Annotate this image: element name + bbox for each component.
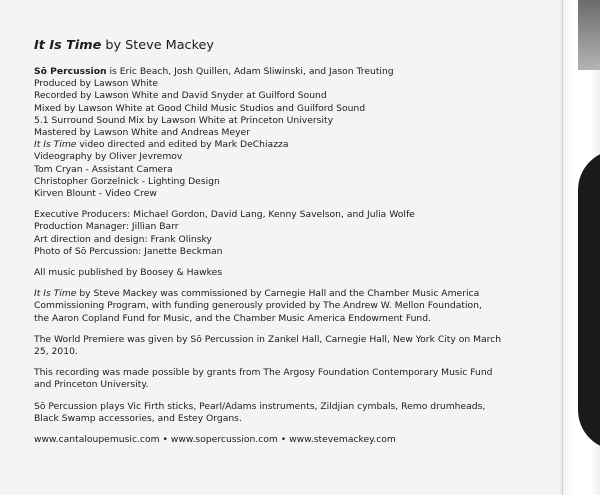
credit-line: Mixed by Lawson White at Good Child Music Studios and Guilford Sound (34, 102, 366, 114)
ensemble-line (34, 66, 554, 78)
video-credit-line (34, 139, 554, 151)
page-fold-line (562, 0, 563, 495)
credit-line: Christopher Gorzelnick - Lighting Design (34, 175, 220, 187)
credit-line: Recorded by Lawson White and David Snyder at Guilford Sound (34, 90, 327, 102)
credit-line: Mastered by Lawson White and Andreas Meyer (34, 127, 250, 139)
production-line: Photo of Sō Percussion: Janette Beckman (34, 245, 223, 257)
commission-work-title: It Is Time (34, 288, 77, 300)
website-links: www.cantaloupemusic.com • www.sopercussion.com • www.stevemackey.com (34, 434, 396, 446)
publisher-note: All music published by Boosey & Hawkes (34, 267, 223, 279)
premiere-text: The World Premiere was given by Sō Percussion in Zankel Hall, Carnegie Hall, New York City on March (34, 333, 502, 345)
premiere-paragraph (34, 334, 554, 358)
commission-text: Commissioning Program, with funding generously provided by The Andrew W. Mellon Foundation, (34, 300, 482, 312)
video-title: It Is Time (34, 139, 77, 151)
production-line: Executive Producers: Michael Gordon, David Lang, Kenny Savelson, and Julia Wolfe (34, 209, 415, 221)
commission-paragraph (34, 288, 554, 325)
work-title: It Is Time (34, 38, 102, 53)
credits-block (34, 66, 554, 200)
endorsements-text: Black Swamp accessories, and Estey Organs. (34, 412, 242, 424)
grants-text: and Princeton University. (34, 379, 149, 391)
credit-line: Produced by Lawson White (34, 78, 159, 90)
commission-text: the Aaron Copland Fund for Music, and the Chamber Music America Endowment Fund. (34, 312, 431, 324)
commission-text: by Steve Mackey was commissioned by Carnegie Hall and the Chamber Music America (76, 288, 480, 300)
premiere-text: 25, 2010. (34, 346, 78, 358)
grants-paragraph (34, 367, 554, 391)
background-corner (578, 0, 600, 70)
production-block (34, 209, 554, 258)
composer-byline: by Steve Mackey (105, 38, 214, 53)
credit-line: Kirven Blount - Video Crew (34, 188, 157, 200)
ensemble-members: is Eric Beach, Josh Quillen, Adam Sliwinski, and Jason Treuting (106, 66, 394, 77)
disc-shadow (578, 150, 600, 450)
production-line: Art direction and design: Frank Olinsky (34, 233, 212, 245)
endorsements-text: Sō Percussion plays Vic Firth sticks, Pearl/Adams instruments, Zildjian cymbals, Remo drumheads, (34, 400, 486, 412)
credit-line: Tom Cryan - Assistant Camera (34, 163, 173, 175)
ensemble-name: Sō Percussion (34, 66, 107, 77)
credit-line: Videography by Oliver Jevremov (34, 151, 183, 163)
video-credit-text: video directed and edited by Mark DeChiazza (76, 139, 289, 151)
liner-notes-text (34, 38, 554, 446)
page-title (34, 38, 554, 54)
grants-text: This recording was made possible by grants from The Argosy Foundation Contemporary Music Fund (34, 367, 493, 379)
production-line: Production Manager: Jillian Barr (34, 221, 179, 233)
credit-line: 5.1 Surround Sound Mix by Lawson White at Princeton University (34, 114, 334, 126)
endorsements-paragraph (34, 401, 554, 425)
